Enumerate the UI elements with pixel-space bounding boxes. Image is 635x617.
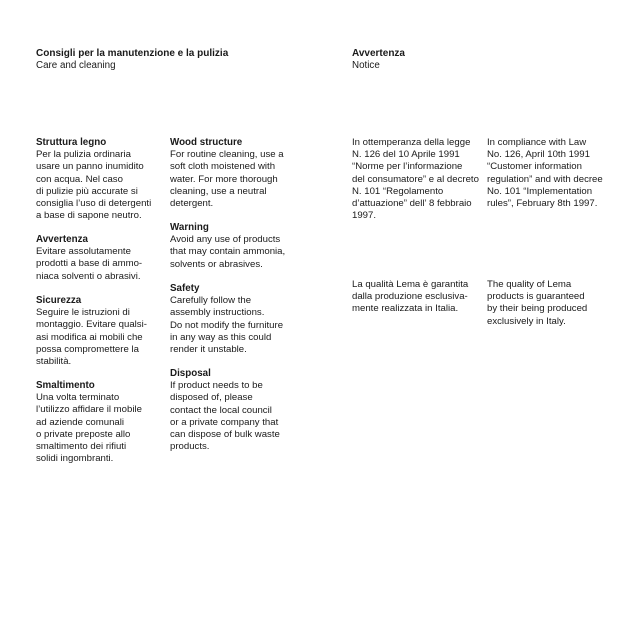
section-heading: Safety <box>170 283 200 294</box>
section-heading: Disposal <box>170 368 211 379</box>
quality-text-english: The quality of Lema products is guaranteed by their being produced exclusively in Italy. <box>487 279 588 327</box>
section-heading: Wood structure <box>170 137 243 148</box>
italian-section-safety <box>36 295 166 368</box>
section-body: Per la pulizia ordinaria usare un panno inumidito con acqua. Nel caso di pulizie più accurate si consiglia l’uso di detergenti a base di sapone neutro. <box>36 149 152 222</box>
italian-section-disposal <box>36 380 166 465</box>
english-section-wood <box>170 137 300 210</box>
section-body: Evitare assolutamente prodotti a base di ammo- niaca solventi o abrasivi. <box>36 246 143 282</box>
law-text-english: In compliance with Law No. 126, April 10th 1991 “Customer information regulation” and with decree No. 101 “Implementation rules”, February 8th 1997. <box>487 137 603 210</box>
english-section-disposal <box>170 368 300 453</box>
section-body: Avoid any use of products that may contain ammonia, solvents or abrasives. <box>170 234 286 270</box>
section-body: Seguire le istruzioni di montaggio. Evitare qualsi- asi modifica ai mobili che possa compromettere la stabilità. <box>36 307 147 368</box>
section-heading: Warning <box>170 222 209 233</box>
italian-section-warning <box>36 234 166 283</box>
law-text-italian: In ottemperanza della legge N. 126 del 10 Aprile 1991 “Norme per l’informazione del consumatore” e al decreto N. 101 “Regolamento d’attuazione” dell’ 8 febbraio 1997. <box>352 137 479 222</box>
page-subtitle: Care and cleaning <box>36 60 116 72</box>
section-body: Una volta terminato l’utilizzo affidare il mobile ad aziende comunali o private preposte allo smaltimento dei rifiuti solidi ingombranti. <box>36 392 142 465</box>
section-body: Carefully follow the assembly instructions. Do not modify the furniture in any way as this could render it unstable. <box>170 295 284 356</box>
section-heading: Struttura legno <box>36 137 107 148</box>
header-right <box>352 48 405 72</box>
section-body: If product needs to be disposed of, please contact the local council or a private company that can dispose of bulk waste products. <box>170 380 280 453</box>
section-heading: Smaltimento <box>36 380 95 391</box>
quality-text-italian: La qualità Lema è garantita dalla produzione esclusiva- mente realizzata in Italia. <box>352 279 469 315</box>
section-body: For routine cleaning, use a soft cloth moistened with water. For more thorough cleaning, use a neutral detergent. <box>170 149 284 210</box>
italian-section-wood <box>36 137 166 222</box>
english-section-safety <box>170 283 300 356</box>
english-section-warning <box>170 222 300 271</box>
notice-title: Avvertenza <box>352 48 405 59</box>
notice-subtitle: Notice <box>352 60 380 72</box>
section-heading: Sicurezza <box>36 295 82 306</box>
header-left <box>36 48 228 72</box>
page-title: Consigli per la manutenzione e la pulizia <box>36 48 229 59</box>
section-heading: Avvertenza <box>36 234 88 245</box>
